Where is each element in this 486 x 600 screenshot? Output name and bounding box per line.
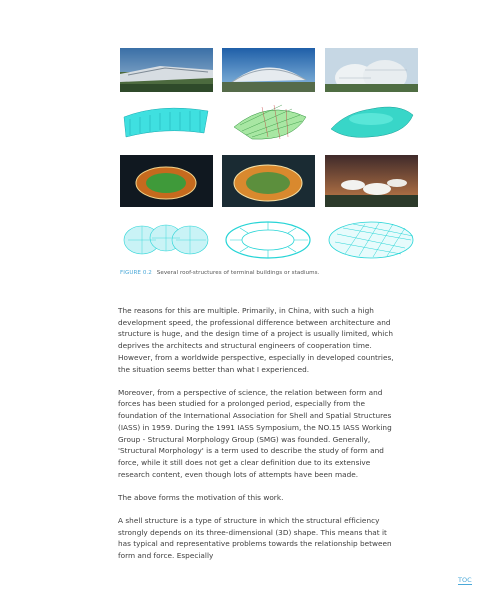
figure-caption <box>120 270 319 276</box>
figure-caption-text: Several roof-structures of terminal buildings or stadiums. <box>156 270 320 276</box>
roof-mesh-model-1 <box>120 97 213 145</box>
stadium-night-photo-2 <box>222 155 315 207</box>
terminal-aerial-photo-1 <box>120 48 213 92</box>
terminal-aerial-photo-2 <box>222 48 315 92</box>
domed-stadium-photo <box>325 48 418 92</box>
paragraph-1: The reasons for this are multiple. Primarily, in China, with such a high development speed, the professional difference between architecture and structure is huge, and the design time of a project is usually limited, which deprives the architects and structural engineers of cooperation time. However, from a worldwide perspective, especially in developed countries, the situation seems better than what I experienced. <box>118 306 394 374</box>
wireframe-model-2 <box>222 218 315 262</box>
figure-label: FIGURE 0.2 <box>120 270 152 276</box>
paragraph-3: The above forms the motivation of this work. <box>118 492 284 502</box>
paragraph-2: Moreover, from a perspective of science, the relation between form and forces has been studied for a prolonged period, especially from the foundation of the International Association for Shell and Spatial Structures (IASS) in 1959. During the 1991 IASS Symposium, the NO.15 IASS Working Group - Structural Morphology Group (SMG) was founded. Generally, 'Structural Morphology' is a term used to describe the study of form and force, while it still does not get a clear definition due to its extensive research content, even though lots of attempts have been made. <box>118 387 392 479</box>
roof-mesh-model-2 <box>222 97 315 145</box>
domes-sunset-photo <box>325 155 418 207</box>
body-text <box>118 305 400 573</box>
paragraph-4: A shell structure is a type of structure in which the structural efficiency strongly depends on its three-dimensional (3D) shape. This means that it has typical and representative problems towards the relationship between form and force. Especially <box>118 516 392 561</box>
toc-link[interactable]: TOC <box>458 576 472 584</box>
wireframe-model-3 <box>325 218 418 262</box>
stadium-night-photo-1 <box>120 155 213 207</box>
wireframe-model-1 <box>120 218 213 262</box>
roof-mesh-model-3 <box>325 97 418 145</box>
figure-image-grid <box>0 0 486 270</box>
